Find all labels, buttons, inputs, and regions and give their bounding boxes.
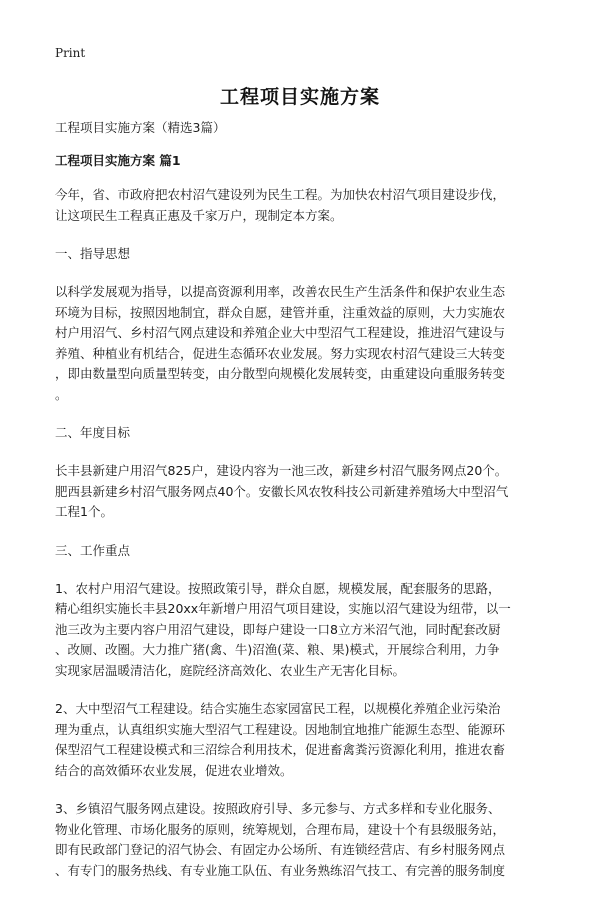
paragraph-line: 理为重点，认真组织实施大型沼气工程建设。因地制宜地推广能源生态型、能源环 [55, 721, 506, 737]
paragraph-line: 保型沼气工程建设模式和三沼综合利用技术，促进畜禽粪污资源化利用，推进农畜 [55, 742, 506, 757]
paragraph-line: 实现家居温暖清洁化，庭院经济高效化、农业生产无害化目标。 [55, 662, 406, 678]
paragraph-line: 以科学发展观为指导，以提高资源利用率，改善农民生产生活条件和保护农业生态 [55, 284, 506, 299]
section-heading-work-focus: 三、工作重点 [55, 542, 131, 558]
paragraph-line: 今年，省、市政府把农村沼气建设列为民生工程。为加快农村沼气项目建设步伐， [55, 187, 506, 202]
paragraph-line: 环境为目标，按照因地制宜，群众自愿，建管并重，注重效益的原则，大力实施农 [55, 304, 506, 320]
paragraph-line: 物业化管理、市场化服务的原则，统筹规划，合理布局，建设十个有县级服务站， [55, 821, 506, 837]
section-heading-annual-goals: 二、年度目标 [55, 425, 131, 440]
paragraph-line: 养殖、种植业有机结合，促进生态循环农业发展。努力实现农村沼气建设三大转变 [55, 345, 506, 361]
section-heading-guiding-thought: 一、指导思想 [55, 246, 131, 261]
paragraph-line: 、有专门的服务热线、有专业施工队伍、有业务熟练沼气技工、有完善的服务制度 [55, 862, 506, 878]
paragraph-line: 结合的高效循环农业发展，促进农业增效。 [55, 762, 293, 778]
paragraph-line: 工程1个。 [55, 504, 113, 519]
paragraph-line: 即有民政部门登记的沼气协会、有固定办公场所、有连锁经营店、有乡村服务网点 [55, 842, 506, 857]
intro-paragraph [55, 185, 547, 226]
annual-goals-paragraph [55, 461, 547, 523]
paragraph-line: 池三改为主要内容户用沼气建设，即每户建设一口8立方米沼气池，同时配套改厨 [55, 621, 501, 637]
paragraph-line: 精心组织实施长丰县20xx年新增户用沼气项目建设，实施以沼气建设为纽带，以一 [55, 601, 511, 616]
paragraph-line: 长丰县新建户用沼气825户，建设内容为一池三改，新建乡村沼气服务网点20个。 [55, 463, 508, 478]
paragraph-line: ，即由数量型向质量型转变，由分散型向规模化发展转变，由重建设向重服务转变 [55, 366, 506, 381]
document-body [55, 118, 547, 899]
document-title: 工程项目实施方案 [219, 86, 380, 108]
document-subtitle: 工程项目实施方案（精选3篇） [55, 120, 226, 135]
part-title: 工程项目实施方案 篇1 [55, 153, 181, 168]
paragraph-line: 肥西县新建乡村沼气服务网点40个。安徽长风农牧科技公司新建养殖场大中型沼气 [55, 483, 509, 499]
paragraph-line: 让这项民生工程真正惠及千家万户，现制定本方案。 [55, 207, 343, 223]
guiding-thought-paragraph [55, 282, 547, 405]
paragraph-line: 。 [55, 386, 68, 402]
paragraph-line: 1、农村户用沼气建设。按照政策引导，群众自愿，规模发展，配套服务的思路， [55, 580, 501, 596]
work-item-2-paragraph [55, 699, 547, 781]
paragraph-line: 3、乡镇沼气服务网点建设。按照政府引导、多元参与、方式多样和专业化服务、 [55, 801, 501, 816]
work-item-1-paragraph [55, 579, 547, 682]
print-label[interactable]: Print [55, 46, 86, 60]
work-item-3-paragraph [55, 799, 547, 881]
paragraph-line: 2、大中型沼气工程建设。结合实施生态家园富民工程，以规模化养殖企业污染治 [55, 701, 501, 716]
paragraph-line: 、改厕、改圈。大力推广猪(禽、牛)沼渔(菜、粮、果)模式，开展综合利用，力争 [55, 642, 500, 657]
paragraph-line: 村户用沼气、乡村沼气网点建设和养殖企业大中型沼气工程建设，推进沼气建设与 [55, 325, 506, 340]
